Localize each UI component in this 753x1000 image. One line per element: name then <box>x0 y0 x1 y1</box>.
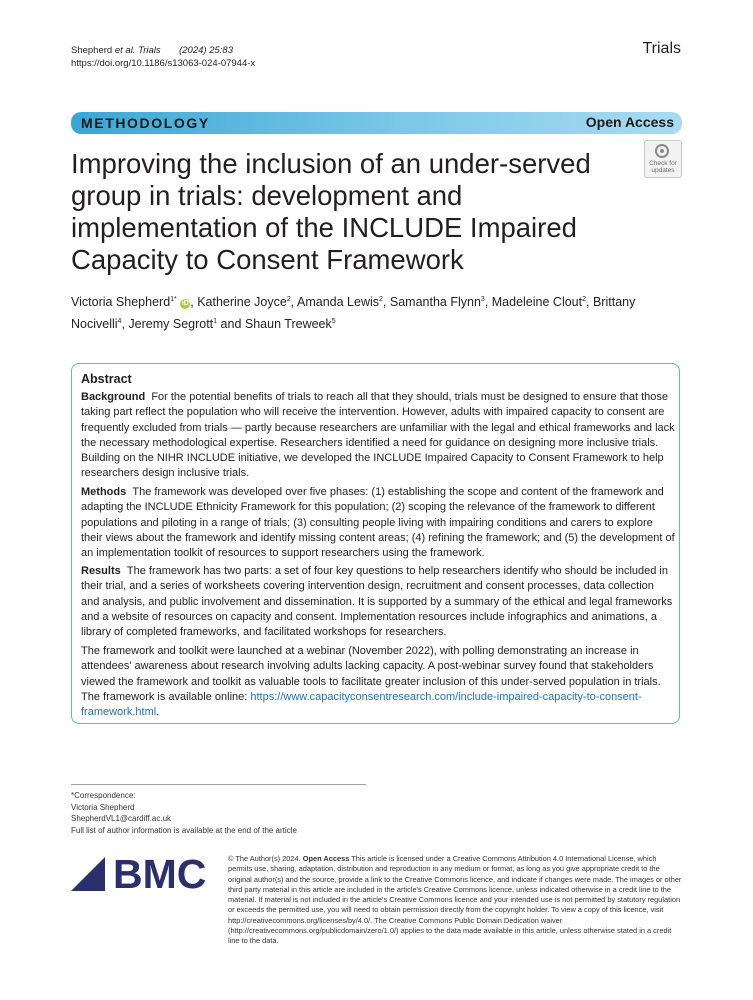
check-for-updates-icon[interactable]: Check for updates <box>644 140 682 178</box>
bmc-triangle-icon <box>71 857 105 891</box>
abstract-background: Background For the potential benefits of trials to reach all that they should, trials must be designed to ensure that those taking part reflect the population who will receive the intervention. However, adults with impaired capacity to consent are frequently excluded from trials — partly because researchers are unfamiliar with the legal and ethical frameworks and lack the necessary methodological expertise. Researchers identified a need for guidance on designing more inclusive trials. Building on the NIHR INCLUDE initiative, we developed the INCLUDE Impaired Capacity to Consent Framework to help researchers design inclusive trials. <box>81 391 675 480</box>
license-statement: © The Author(s) 2024. Open Access This article is licensed under a Creative Commons Attribution 4.0 International License, which permits use, sharing, adaptation, distribution and reproduction in any medium or format, as long as you give appropriate credit to the original author(s) and the source, provide a link to the Creative Commons licence, and indicate if changes were made. The images or other third party material in this article are included in the article's Creative Commons licence, unless indicated otherwise in a credit line to the material. If material is not included in the article's Creative Commons licence and your intended use is not permitted by statutory regulation or exceeds the permitted use, you will need to obtain permission directly from the copyright holder. To view a copy of this licence, visit http://creativecommons.org/licenses/by/4.0/. The Creative Commons Public Domain Dedication waiver (http://creativecommons.org/publicdomain/zero/1.0/) applies to the data made available in this article, unless otherwise stated in a credit line to the data. <box>228 854 682 945</box>
affiliation-marker: 4 <box>117 318 122 325</box>
divider <box>71 784 366 785</box>
author-name: Katherine Joyce$^2$ <box>197 295 291 309</box>
correspondence-email[interactable]: ShepherdVL1@cardiff.ac.uk <box>71 814 172 823</box>
affiliation-marker: 2 <box>582 296 587 303</box>
author-name: Samantha Flynn$^3$ <box>389 295 485 309</box>
affiliation-marker: 2 <box>286 296 291 303</box>
affiliation-marker: 1* <box>170 296 177 303</box>
correspondence: *Correspondence: Victoria Shepherd ShepherdVL1@cardiff.ac.uk Full list of author information is available at the end of the article <box>71 791 297 835</box>
abstract-conclusion: The framework and toolkit were launched at a webinar (November 2022), with polling demonstrating an increase in attendees' awareness about research involving adults lacking capacity. A post-webinar survey found that stakeholders viewed the framework and toolkit as valuable tools to facilitate greater inclusion of this under-served population in trials. The framework is available online: https://www.capacityconsentresearch.com/include-impaired-capacity-to-consent-framework.html. <box>81 645 661 719</box>
author-name: Victoria Shepherd$^{1*}$ iD <box>71 295 189 309</box>
author-name: Amanda Lewis$^2$ <box>297 295 383 309</box>
author-name: Madeleine Clout$^2$ <box>491 295 587 309</box>
author-name: Brittany Nocivelli$^4$ <box>71 295 636 331</box>
running-head <box>71 44 255 70</box>
abstract-heading: Abstract <box>81 372 132 386</box>
abstract-results: Results The framework has two parts: a set of four key questions to help researchers identify who should be included in their trial, and a series of worksheets covering intervention design, recruitment and consent processes, data collection and analysis, and public involvement and dissemination. It is supported by a summary of the ethical and legal frameworks and a website of resources on capacity and consent. Implementation resources include infographics and animations, a library of completed frameworks, and facilitated workshops for researchers. <box>81 565 673 639</box>
citation-line: Shepherd et al. Trials (2024) 25:83 <box>71 45 233 56</box>
author-list: Victoria Shepherd$^{1*}$ iD , Katherine Joyce$^2$, Amanda Lewis$^2$, Samantha Flynn$^3$, Madeleine Clout$^2$, Brittany Nocivelli$^4$, Jeremy Segrott$^1$ and Shaun Treweek$^5$ <box>71 295 636 331</box>
author-name: Shaun Treweek$^5$ <box>244 317 336 331</box>
affiliation-marker: 3 <box>480 296 485 303</box>
journal-name: Trials <box>642 40 681 57</box>
affiliation-marker: 5 <box>331 318 336 325</box>
article-title: Improving the inclusion of an under-served group in trials: development and implementation of the INCLUDE Impaired Capacity to Consent Framework <box>71 148 591 275</box>
bmc-wordmark: BMC <box>113 855 207 891</box>
abstract-methods: Methods The framework was developed over five phases: (1) establishing the scope and content of the framework and adapting the INCLUDE Ethnicity Framework for this population; (2) scoping the relevance of the framework to different populations and piloting in a range of trials; (3) consulting people living with impairing conditions and carers to explore their views about the framework and identify missing content areas; (4) refining the framework; and (5) the development of an implementation toolkit of resources to support researchers using the framework. <box>81 486 675 560</box>
affiliation-marker: 2 <box>379 296 383 303</box>
crossmark-icon <box>655 144 669 158</box>
article-type-banner <box>71 112 682 134</box>
framework-link[interactable]: https://www.capacityconsentresearch.com/include-impaired-capacity-to-consent-framework.html <box>81 690 642 719</box>
affiliation-marker: 1 <box>213 318 218 325</box>
article-type-label: METHODOLOGY <box>81 115 210 131</box>
author-name: Jeremy Segrott$^1$ <box>128 317 218 331</box>
bmc-logo-icon <box>71 855 211 891</box>
doi-link[interactable]: https://doi.org/10.1186/s13063-024-07944-x <box>71 58 256 69</box>
orcid-icon[interactable]: iD <box>181 300 189 307</box>
open-access-label: Open Access <box>585 114 674 130</box>
